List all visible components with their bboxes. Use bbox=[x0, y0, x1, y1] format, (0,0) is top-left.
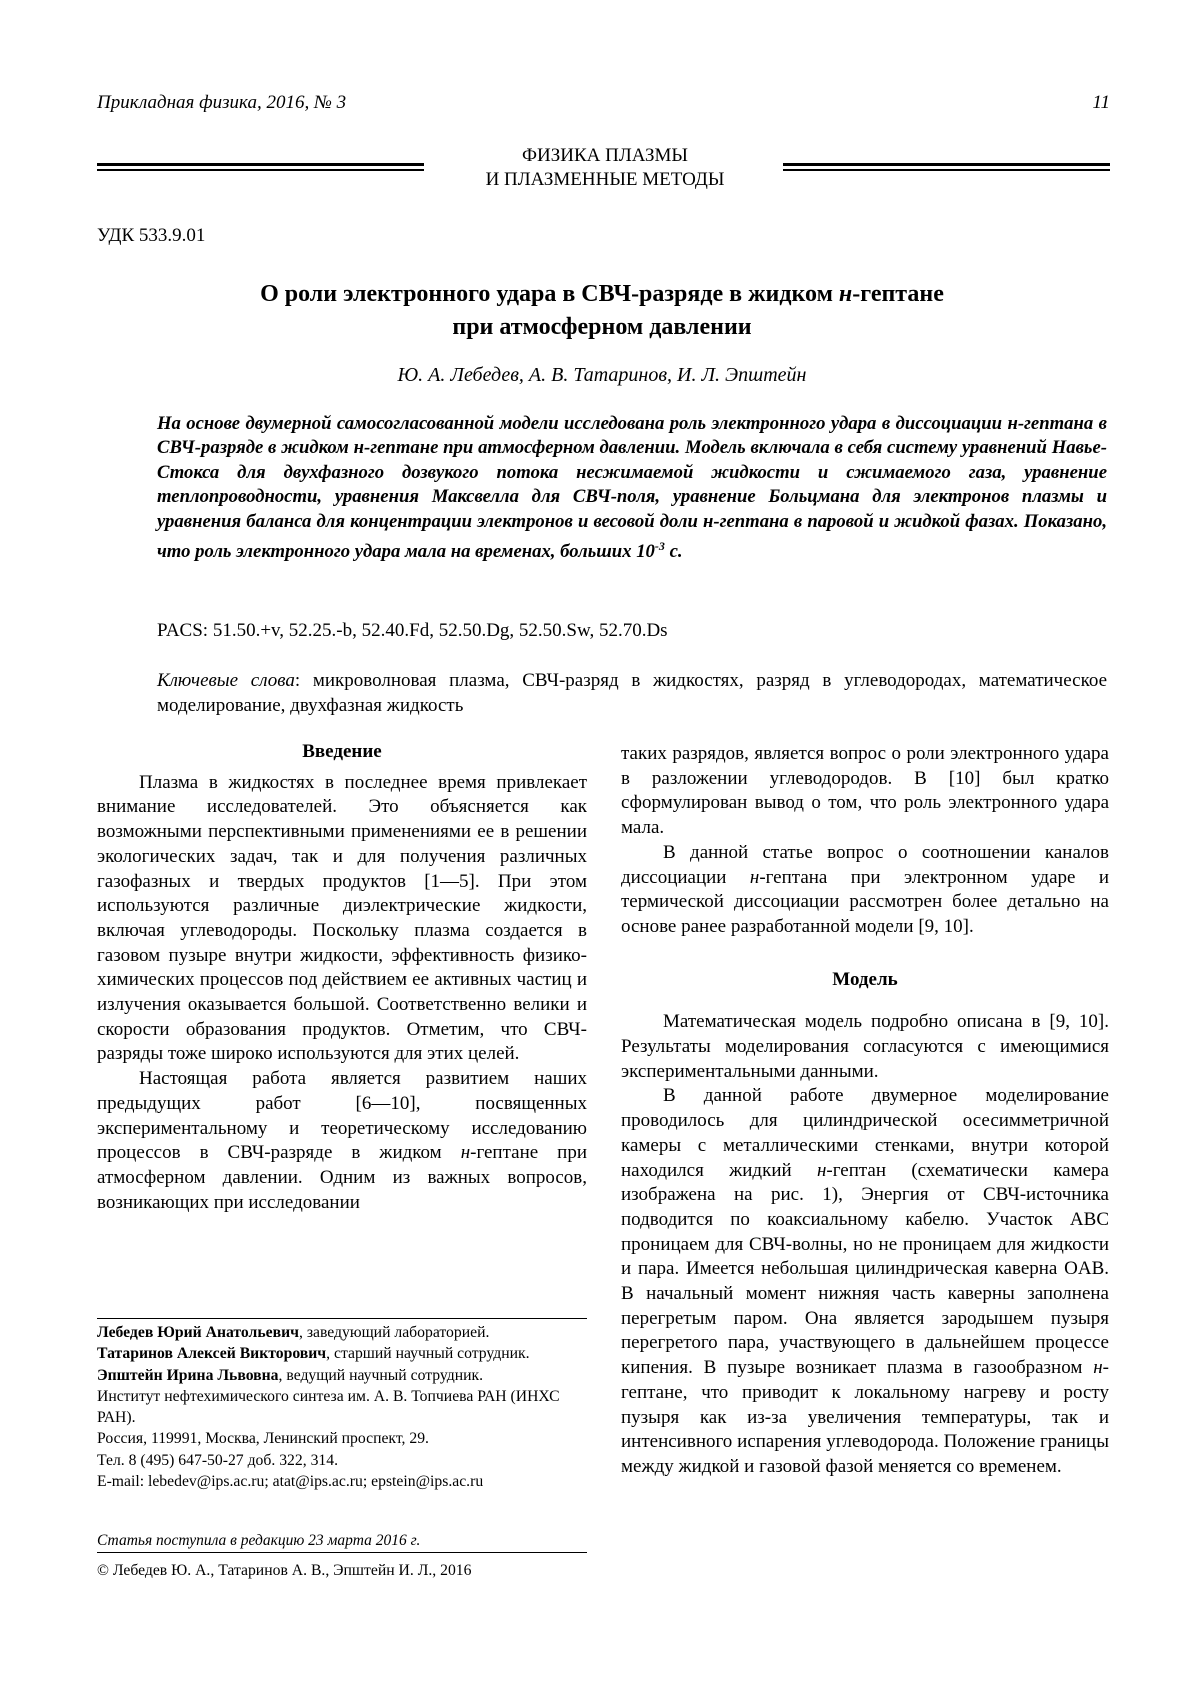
section-heading-line1: ФИЗИКА ПЛАЗМЫ bbox=[522, 145, 688, 166]
udk-code: УДК 533.9.01 bbox=[97, 225, 206, 246]
received-date: Статья поступила в редакцию 23 марта 2016 г. bbox=[97, 1532, 421, 1549]
model-paragraph-1: Математическая модель подробно описана в [9, 10]. Результаты моделирования согласуются с имеющимися экспериментальными данными. bbox=[621, 1011, 1109, 1082]
section-heading bbox=[440, 144, 770, 192]
intro-paragraph-2-continued: таких разрядов, является вопрос о роли электронного удара в разложении углеводородов. В [10] был кратко сформулирован вывод о том, что роль электронного удара мала. bbox=[621, 743, 1109, 839]
copyright-rule bbox=[97, 1552, 587, 1553]
column-right bbox=[621, 742, 1109, 1480]
keywords: Ключевые слова: микроволновая плазма, СВЧ-разряд в жидкостях, разряд в углеводородах, математическое моделирование, двухфазная жидкость bbox=[157, 670, 1107, 716]
footnote-rule bbox=[97, 1318, 587, 1319]
intro-paragraph-1: Плазма в жидкостях в последнее время привлекает внимание исследователей. Это объясняется как возможными перспективными применениями ее в решении экологических задач, так и для получения различных газофазных и твердых продуктов [1—5]. При этом используются различные диэлектрические жидкости, включая углеводороды. Поскольку плазма создается в газовом пузыре внутри жидкости, эффективность физико-химических процессов под действием ее активных частиц и излучения оказывается большой. Соответственно велики и скорости образования продуктов. Отметим, что СВЧ-разряды тоже широко используются для этих целей. bbox=[97, 771, 587, 1065]
email: E-mail: lebedev@ips.ac.ru; atat@ips.ac.ru; epstein@ips.ac.ru bbox=[97, 1473, 484, 1491]
model-heading: Модель bbox=[832, 968, 898, 990]
author-footnote: Лебедев Юрий Анатольевич, заведующий лабораторией. Татаринов Алексей Викторович, старший научный сотрудник. Эпштейн Ирина Львовна, ведущий научный сотрудник. Институт нефтехимического синтеза им. А. В. Топчиева РАН (ИНХС РАН). Россия, 119991, Москва, Ленинский проспект, 29. Тел. 8 (495) 647-50-27 доб. 322, 314. E-mail: lebedev@ips.ac.ru; atat@ips.ac.ru; epstein@ips.ac.ru bbox=[97, 1322, 587, 1492]
intro-paragraph-2: Настоящая работа является развитием наших предыдущих работ [6—10], посвященных экспериментальному и теоретическому исследованию процессов в СВЧ-разряде в жидком н-гептане при атмосферном давлении. Одним из важных вопросов, возникающих при исследовании bbox=[97, 1068, 587, 1213]
section-rule-left bbox=[97, 163, 424, 171]
section-heading-line2: И ПЛАЗМЕННЫЕ МЕТОДЫ bbox=[485, 169, 725, 190]
institute: Институт нефтехимического синтеза им. А. В. Топчиева РАН (ИНХС РАН). bbox=[97, 1387, 560, 1427]
pacs-codes: PACS: 51.50.+v, 52.25.-b, 52.40.Fd, 52.50.Dg, 52.50.Sw, 52.70.Ds bbox=[157, 620, 668, 641]
column-left bbox=[97, 740, 587, 1215]
journal-header: Прикладная физика, 2016, № 3 bbox=[97, 92, 347, 113]
page-number: 11 bbox=[1092, 92, 1110, 113]
title-line-2: при атмосферном давлении bbox=[452, 314, 752, 340]
title-line-1: О роли электронного удара в СВЧ-разряде в жидком н-гептане bbox=[260, 281, 944, 307]
model-paragraph-2: В данной работе двумерное моделирование проводилось для цилиндрической осесимметричной камеры с металлическими стенками, внутри которой находился жидкий н-гептан (схематически камера изображена на рис. 1), Энергия от СВЧ-источника подводится по коаксиальному кабелю. Участок ABC проницаем для СВЧ-волны, но не проницаем для жидкости и пара. Имеется небольшая цилиндрическая каверна OAB. В начальный момент нижняя часть каверны заполнена перегретым паром. Она является зародышем пузыря перегретого пара, участвующего в дальнейшем процессе кипения. В пузыре возникает плазма в газообразном н-гептане, что приводит к локальному нагреву и росту пузыря как из-за увеличения температуры, так и интенсивного испарения углеводорода. Положение границы между жидкой и газовой фазой меняется со временем. bbox=[621, 1085, 1109, 1477]
address: Россия, 119991, Москва, Ленинский проспект, 29. bbox=[97, 1430, 429, 1448]
copyright: © Лебедев Ю. А., Татаринов А. В., Эпштейн И. Л., 2016 bbox=[97, 1562, 472, 1579]
keywords-label: Ключевые слова bbox=[157, 670, 295, 691]
phone: Тел. 8 (495) 647-50-27 доб. 322, 314. bbox=[97, 1451, 339, 1469]
section-rule-right bbox=[783, 163, 1110, 171]
intro-paragraph-3: В данной статье вопрос о соотношении каналов диссоциации н-гептана при электронном ударе и термической диссоциации рассмотрен более детально на основе ранее разработанной модели [9, 10]. bbox=[621, 841, 1109, 937]
intro-heading: Введение bbox=[302, 741, 382, 762]
paper-title bbox=[97, 278, 1107, 344]
abstract: На основе двумерной самосогласованной модели исследована роль электронного удара в диссоциации н-гептана в СВЧ-разряде в жидком н-гептане при атмосферном давлении. Модель включала в себя систему уравнений Навье-Стокса для двухфазного дозвукого потока несжимаемой жидкости и сжимаемого газа, уравнение теплопроводности, уравнения Максвелла для СВЧ-поля, уравнение Больцмана для электронов плазмы и уравнения баланса для концентрации электронов и весовой доли н-гептана в паровой и жидкой фазах. Показано, что роль электронного удара мала на временах, больших $10^{-3}$ с. bbox=[157, 413, 1107, 563]
authors: Ю. А. Лебедев, А. В. Татаринов, И. Л. Эпштейн bbox=[397, 364, 807, 386]
